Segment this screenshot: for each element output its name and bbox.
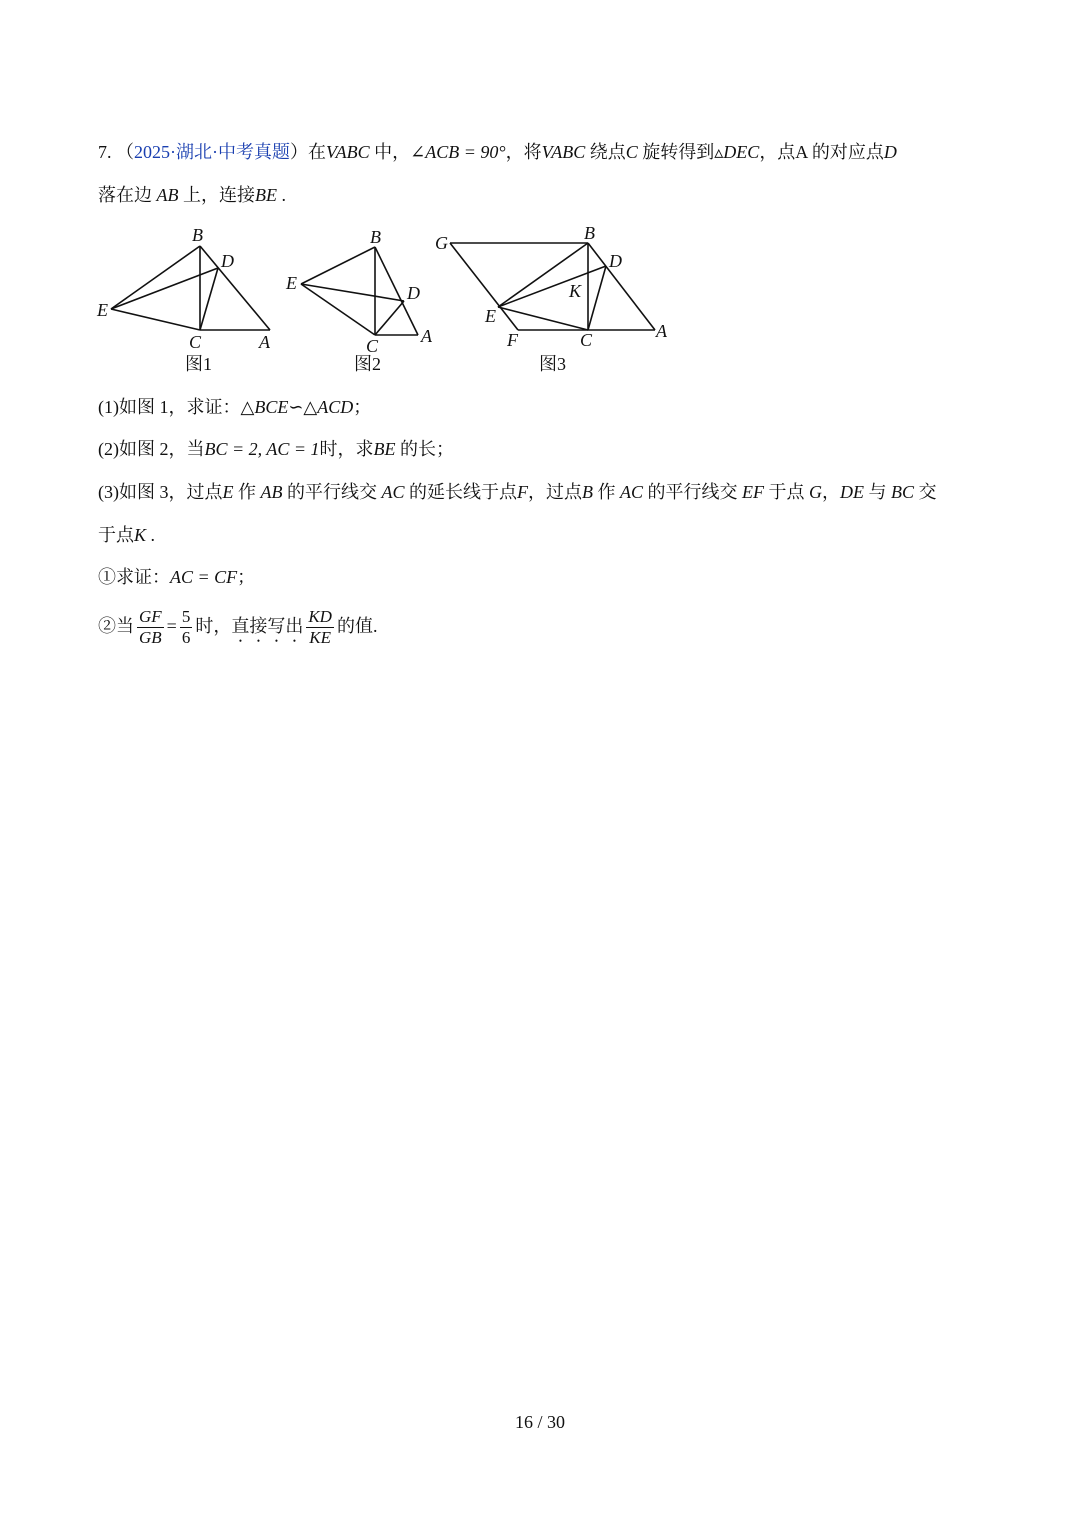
segment-ac: AC — [381, 482, 405, 502]
fig3-label-k: K — [569, 281, 582, 301]
question-2 — [98, 435, 454, 463]
fraction-numerator: 5 — [181, 607, 191, 627]
fig2-label-b: B — [370, 227, 381, 247]
segment-be: BE — [373, 439, 396, 459]
text: 旋转得到 — [637, 142, 715, 162]
fig3-label-d: D — [609, 251, 622, 271]
fig3-label-a: A — [656, 321, 667, 341]
fig2-label-c: C — [366, 336, 379, 356]
fig3-line-dc — [588, 266, 606, 330]
text: 的平行线交 — [282, 482, 382, 502]
fig2-line-dc — [375, 301, 404, 335]
fig1-line-ed — [111, 268, 218, 309]
point-d: D — [883, 142, 897, 162]
fig3-line-gf — [450, 243, 518, 330]
text: 的值. — [336, 616, 378, 636]
fig3-label-f: F — [507, 330, 518, 350]
text: 上，连接 — [178, 185, 255, 205]
text: 落在边 — [98, 185, 157, 205]
point-e: E — [222, 482, 234, 502]
fig1-line-ba — [200, 246, 270, 330]
fig1-label-c: C — [189, 332, 202, 352]
fraction-numerator: KD — [308, 607, 332, 627]
page-number: 16 / 30 — [514, 1412, 565, 1432]
equality-expr: AC = CF — [170, 567, 238, 587]
fig3-label-b: B — [584, 223, 595, 243]
fraction-denominator: 6 — [181, 628, 191, 648]
point-k: K — [134, 525, 147, 545]
text: 作 — [233, 482, 261, 502]
text: 在 — [308, 142, 326, 162]
figure-3 — [450, 243, 655, 330]
fraction-denominator: KE — [309, 628, 331, 648]
text: 于点 — [98, 525, 134, 545]
point-g: G — [809, 482, 823, 502]
fig3-caption: 图3 — [539, 354, 566, 374]
fig2-line-ec — [301, 284, 375, 335]
fig2-line-eb — [301, 247, 375, 284]
given-values: BC = 2, AC = 1 — [204, 439, 320, 459]
emphasis-text: 直接写出 — [231, 616, 304, 636]
fig2-label-d: D — [407, 283, 420, 303]
text: ； — [353, 397, 372, 417]
figure-1 — [111, 246, 270, 330]
text: ，点A 的对应点 — [759, 142, 884, 162]
fig2-label-e: E — [286, 273, 297, 293]
fig3-line-ec — [498, 307, 588, 330]
triangle-abc-2: VABC — [541, 142, 586, 162]
text: 绕点 — [585, 142, 626, 162]
question-3-line-2 — [98, 521, 155, 549]
fig1-label-e: E — [97, 300, 108, 320]
figure-2 — [301, 247, 418, 335]
fig3-label-e: E — [485, 306, 496, 326]
question-3-line-1 — [98, 478, 937, 506]
fraction-5-6 — [180, 607, 193, 648]
figures — [0, 220, 720, 385]
fig1-label-a: A — [259, 332, 270, 352]
text: ②当 — [98, 616, 134, 636]
fig2-label-a: A — [421, 326, 432, 346]
text: ，过点 — [528, 482, 583, 502]
text: 的长； — [395, 439, 454, 459]
triangle-abc: VABC — [326, 142, 370, 162]
segment-ab: AB — [260, 482, 283, 502]
segment-ab: AB — [156, 185, 179, 205]
fig1-label-d: D — [221, 251, 234, 271]
text: (3)如图 3，过点 — [98, 482, 223, 502]
question-3-sub-2 — [98, 603, 377, 649]
text: . — [146, 525, 156, 545]
text: 作 — [593, 482, 621, 502]
triangle-dec: ▵DEC — [714, 142, 760, 162]
segment-de: DE — [840, 482, 865, 502]
fig3-label-g: G — [435, 233, 448, 253]
angle-acb: ∠ACB = 90° — [410, 142, 506, 162]
stem-line-1 — [98, 138, 897, 166]
fig2-line-ed — [301, 284, 404, 301]
text: ①求证： — [98, 567, 170, 587]
point-f: F — [517, 482, 529, 502]
source-close: ） — [290, 142, 308, 162]
text: ， — [822, 482, 841, 502]
text: 与 — [864, 482, 892, 502]
segment-be: BE — [255, 185, 277, 205]
fig2-caption: 图2 — [354, 354, 381, 374]
text: ； — [237, 567, 256, 587]
segment-ef: EF — [742, 482, 765, 502]
fig1-line-ec — [111, 309, 200, 330]
segment-ac-2: AC — [620, 482, 644, 502]
fraction-denominator: GB — [139, 628, 162, 648]
problem-source: 2025·湖北·中考真题 — [134, 142, 290, 162]
point-c: C — [625, 142, 638, 162]
text: 于点 — [764, 482, 810, 502]
text: 中， — [369, 142, 411, 162]
fraction-gf-gb — [137, 607, 164, 648]
stem-line-2 — [98, 181, 286, 209]
fraction-numerator: GF — [139, 607, 162, 627]
text: 时，求 — [319, 439, 374, 459]
fraction-kd-ke — [306, 607, 334, 648]
fig1-label-b: B — [192, 225, 203, 245]
fig3-line-ed — [498, 266, 606, 307]
fig1-line-dc — [200, 268, 218, 330]
question-3-sub-1 — [98, 563, 255, 591]
question-1 — [98, 393, 371, 421]
text: 时， — [195, 616, 232, 636]
text: . — [277, 185, 286, 205]
text: (2)如图 2，当 — [98, 439, 205, 459]
text: ，将 — [505, 142, 542, 162]
text: (1)如图 1，求证： — [98, 397, 241, 417]
fig1-caption: 图1 — [185, 354, 212, 374]
point-b: B — [582, 482, 594, 502]
text: 交 — [914, 482, 937, 502]
text: 的延长线于点 — [404, 482, 518, 502]
text: 的平行线交 — [643, 482, 743, 502]
fig3-label-c: C — [580, 330, 593, 350]
fig1-line-eb — [111, 246, 200, 309]
similarity-expr: △BCE∽△ACD — [240, 397, 354, 417]
segment-bc: BC — [891, 482, 915, 502]
problem-number: 7. — [98, 142, 112, 162]
source-open: （ — [116, 142, 134, 162]
equals-sign: = — [166, 616, 177, 636]
